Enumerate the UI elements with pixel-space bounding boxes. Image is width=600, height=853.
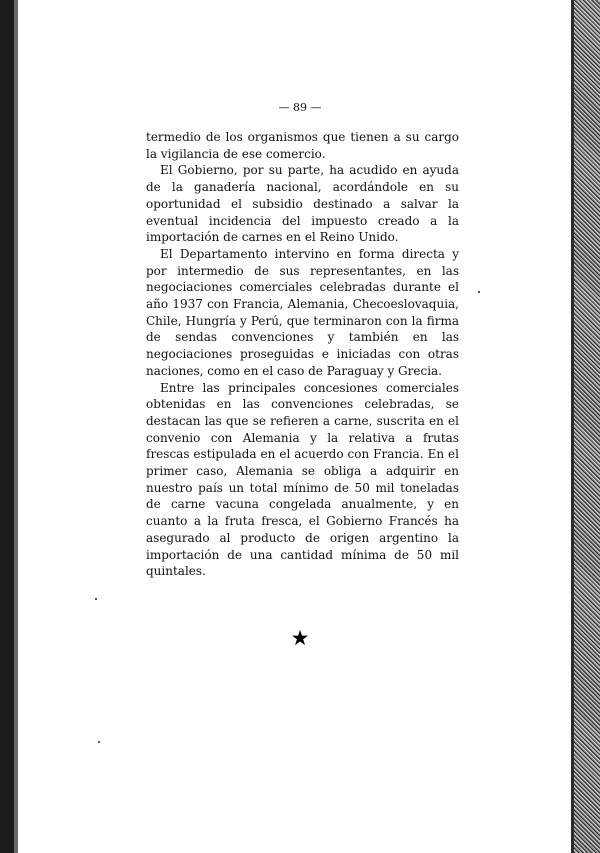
paragraph-3: El Departamento intervino en forma directa y por intermedio de sus representantes, en las negociaciones comerciales celebradas durante el año 1937 con Francia, Alemania, Checoeslovaquia, Chile, Hungría y Perú, que terminaron con la firma de sendas convenciones y también en las negociaciones proseguidas e iniciadas con otras naciones, como en el caso de Paraguay y Grecia. bbox=[146, 246, 459, 378]
scan-speck bbox=[95, 598, 97, 600]
scan-left-shadow bbox=[14, 0, 18, 853]
page-number: — 89 — bbox=[278, 101, 322, 114]
star-ornament-icon: ★ bbox=[290, 626, 310, 650]
scan-right-edge bbox=[574, 0, 600, 853]
paragraph-2: El Gobierno, por su parte, ha acudido en ayuda de la ganadería nacional, acordándole en su oportunidad el subsidio destinado a salvar la eventual incidencia del impuesto creado a la importación de carnes en el Reino Unido. bbox=[146, 163, 459, 245]
paragraph-1: termedio de los organismos que tienen a su cargo la vigilancia de ese comercio. bbox=[146, 130, 459, 161]
scan-left-edge bbox=[0, 0, 14, 853]
paragraph-4: Entre las principales concesiones comerciales obtenidas en las convenciones celebradas, se destacan las que se refieren a carne, suscrita en el convenio con Alemania y la relativa a frutas frescas estipulada en el acuerdo con Francia. En el primer caso, Alemania se obliga a adquirir en nuestro país un total mínimo de 50 mil toneladas de carne vacuna congelada anualmente, y en cuanto a la fruta fresca, el Gobierno Francés ha asegurado al producto de origen argentino la importación de una cantidad mínima de 50 mil quintales. bbox=[146, 380, 459, 579]
scan-speck bbox=[98, 741, 100, 743]
body-text bbox=[146, 129, 459, 580]
scan-speck bbox=[478, 291, 480, 293]
